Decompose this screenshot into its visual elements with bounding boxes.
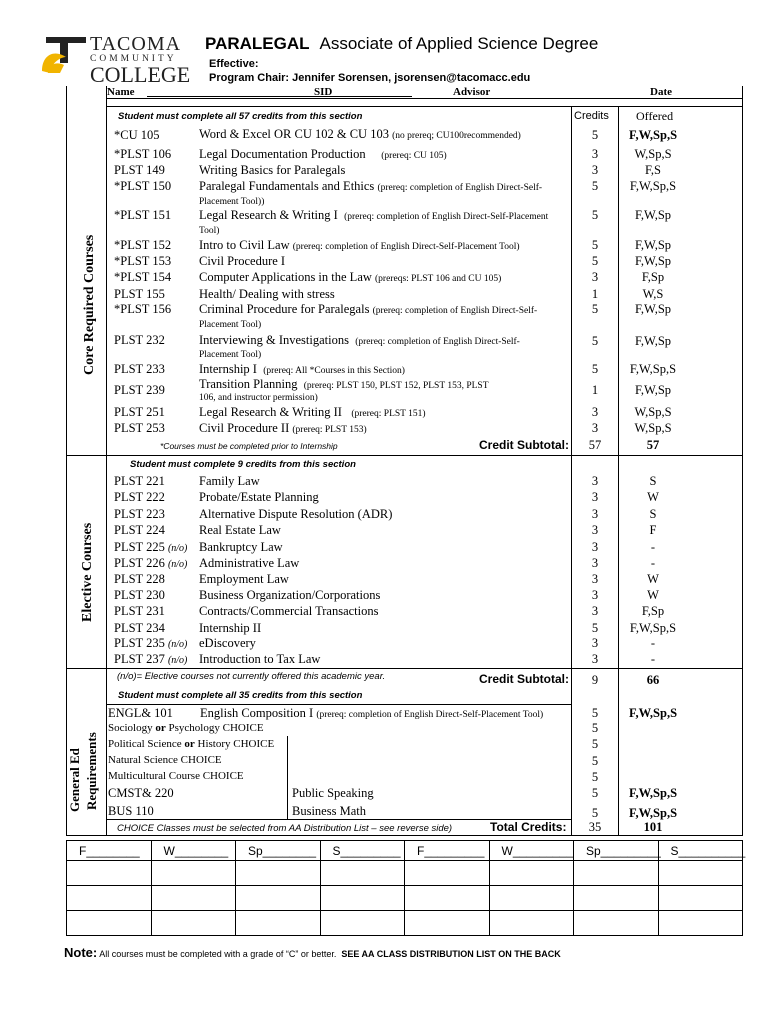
course-credits: 3 <box>591 572 599 586</box>
course-offered: - <box>650 636 656 650</box>
quarter-plan-cell[interactable] <box>320 885 406 911</box>
course-offered: F,S <box>644 163 662 177</box>
course-credits: 3 <box>591 652 599 666</box>
course-code: PLST 228 <box>114 572 165 586</box>
course-title: eDiscovery <box>199 636 256 650</box>
course-title: Criminal Procedure for Paralegals (prereq: completion of English Direct-Self- <box>199 302 538 316</box>
choice-row: Multicultural Course CHOICE <box>108 770 244 782</box>
course-offered: F,Sp <box>641 604 665 618</box>
course-offered: W <box>647 490 659 504</box>
course-code: PLST 237 (n/o) <box>114 652 188 666</box>
course-code: PLST 226 (n/o) <box>114 556 188 570</box>
course-title: Health/ Dealing with stress <box>199 287 335 301</box>
course-credits: 3 <box>591 523 599 537</box>
advisor-label: Advisor <box>453 86 491 98</box>
offered-header: Offered <box>636 109 674 123</box>
course-title: Alternative Dispute Resolution (ADR) <box>199 507 393 521</box>
course-title: Legal Research & Writing II (prereq: PLST 151) <box>199 405 426 419</box>
quarter-plan-cell[interactable] <box>489 910 575 936</box>
note-bold-text: SEE AA CLASS DISTRIBUTION LIST ON THE BACK <box>341 949 561 959</box>
note-text: All courses must be completed with a grade of “C” or better. <box>99 949 337 959</box>
course-code: *PLST 152 <box>114 238 172 252</box>
credits-header: Credits <box>574 110 609 122</box>
quarter-plan-cell[interactable] <box>66 910 152 936</box>
elective-section-label: Elective Courses <box>80 522 95 622</box>
core-subtotal-label: Credit Subtotal: <box>479 438 569 452</box>
quarter-plan-cell[interactable] <box>573 910 659 936</box>
quarter-label: Sp_________ <box>586 844 661 858</box>
program-info <box>209 57 530 85</box>
gened-section-label-2: Requirements <box>84 732 99 810</box>
course-code: *PLST 154 <box>114 270 172 284</box>
quarter-header-cell <box>489 840 575 861</box>
course-credits: 5 <box>591 128 599 142</box>
quarter-plan-cell[interactable] <box>235 885 321 911</box>
course-credits: 5 <box>591 362 599 376</box>
course-title: Civil Procedure II (prereq: PLST 153) <box>199 421 367 435</box>
course-credits: 3 <box>591 270 599 284</box>
course-title: Internship II <box>199 621 262 635</box>
course-credits: 3 <box>591 474 599 488</box>
course-credits: 5 <box>591 208 599 222</box>
core-section-label: Core Required Courses <box>82 234 97 375</box>
choice-row: Sociology or Psychology CHOICE <box>108 722 264 734</box>
course-title: Word & Excel OR CU 102 & CU 103 (no prereq; CU100recommended) <box>199 127 521 141</box>
gened-section-label-1: General Ed <box>67 748 82 812</box>
course-title: Legal Research & Writing I (prereq: completion of English Direct-Self-Placement <box>199 208 549 222</box>
course-credits: 5 <box>591 179 599 193</box>
date-label: Date <box>650 86 672 98</box>
elective-subtotal-label: Credit Subtotal: <box>479 672 569 686</box>
course-offered: W,Sp,S <box>634 405 672 419</box>
quarter-plan-cell[interactable] <box>235 910 321 936</box>
course-title: Internship I (prereq: All *Courses in this Section) <box>199 362 405 376</box>
course-code: PLST 230 <box>114 588 165 602</box>
course-code: ENGL& 101 <box>108 706 173 720</box>
course-credits: 3 <box>591 636 599 650</box>
course-title: Family Law <box>199 474 260 488</box>
gened-bottom-line <box>66 835 742 836</box>
core-intro: Student must complete all 57 credits from this section <box>118 111 363 122</box>
course-credits: 1 <box>591 383 599 397</box>
name-field[interactable] <box>147 96 412 97</box>
course-code: PLST 155 <box>114 287 165 301</box>
course-offered: F,W,Sp <box>634 383 672 397</box>
course-title: Civil Procedure I <box>199 254 286 268</box>
page-title <box>205 34 598 54</box>
course-note-cont: Tool) <box>199 226 220 236</box>
quarter-header-cell <box>66 840 152 861</box>
course-offered: F,W,Sp,S <box>628 706 678 720</box>
elective-subtotal-credits: 9 <box>591 673 599 687</box>
course-code: BUS 110 <box>108 804 154 818</box>
course-credits: 5 <box>591 302 599 316</box>
course-code: PLST 221 <box>114 474 165 488</box>
course-credits: 1 <box>591 287 599 301</box>
course-code: PLST 234 <box>114 621 165 635</box>
quarter-plan-cell[interactable] <box>404 885 490 911</box>
course-title: Business Organization/Corporations <box>199 588 381 602</box>
quarter-plan-cell[interactable] <box>235 860 321 886</box>
course-offered: F,W,Sp,S <box>628 128 678 142</box>
course-title: Public Speaking <box>292 786 374 800</box>
course-credits: 5 <box>591 254 599 268</box>
course-offered: W,Sp,S <box>634 421 672 435</box>
frame-inner-left <box>106 86 107 836</box>
gened-divider <box>287 736 288 819</box>
course-credits: 5 <box>591 621 599 635</box>
course-credits: 3 <box>591 490 599 504</box>
quarter-header-cell <box>235 840 321 861</box>
core-top-line <box>106 106 742 107</box>
logo-line-1: TACOMA <box>90 33 182 55</box>
course-title: Probate/Estate Planning <box>199 490 319 504</box>
course-credits: 5 <box>591 706 599 720</box>
quarter-header-cell <box>151 840 237 861</box>
course-title: Transition Planning (prereq: PLST 150, PLST 152, PLST 153, PLST <box>199 377 489 391</box>
quarter-header-cell <box>658 840 744 861</box>
elective-subtotal-offered: 66 <box>646 673 660 687</box>
course-credits: 3 <box>591 588 599 602</box>
course-credits: 5 <box>591 334 599 348</box>
quarter-plan-cell[interactable] <box>320 860 406 886</box>
course-offered: F,W,Sp <box>634 208 672 222</box>
course-offered: W <box>647 572 659 586</box>
quarter-plan-cell[interactable] <box>658 860 744 886</box>
course-code: *CU 105 <box>114 128 160 142</box>
course-offered: W <box>647 588 659 602</box>
frame-left <box>66 86 67 836</box>
course-offered: F,Sp <box>641 270 665 284</box>
logo-line-3: COLLEGE <box>90 61 191 87</box>
course-note-cont: Placement Tool) <box>199 350 262 360</box>
frame-right <box>742 86 743 836</box>
quarter-plan-cell[interactable] <box>66 860 152 886</box>
total-offered-value: 101 <box>643 820 663 834</box>
course-title: Computer Applications in the Law (prereqs: PLST 106 and CU 105) <box>199 270 502 284</box>
course-code: PLST 232 <box>114 333 165 347</box>
effective-label: Effective: <box>209 58 259 70</box>
course-credits: 3 <box>591 421 599 435</box>
course-code: PLST 223 <box>114 507 165 521</box>
quarter-label: S_________ <box>332 844 401 858</box>
quarter-label: F________ <box>79 844 140 858</box>
course-offered: - <box>650 540 656 554</box>
course-title: Introduction to Tax Law <box>199 652 321 666</box>
footer-note <box>64 945 561 960</box>
course-offered: F,W,Sp <box>634 254 672 268</box>
course-title: Intro to Civil Law (prereq: completion of English Direct-Self-Placement Tool) <box>199 238 520 252</box>
course-credits: 3 <box>591 556 599 570</box>
quarter-label: W_________ <box>501 844 573 858</box>
degree-name: Associate of Applied Science Degree <box>319 34 599 53</box>
gened-footer-note: CHOICE Classes must be selected from AA Distribution List – see reverse side) <box>117 823 453 834</box>
quarter-plan-cell[interactable] <box>151 910 237 936</box>
course-offered: F <box>649 523 657 537</box>
choice-row: Natural Science CHOICE <box>108 754 222 766</box>
course-credits: 5 <box>591 806 599 820</box>
quarter-plan-cell[interactable] <box>404 860 490 886</box>
course-credits: 5 <box>591 770 599 784</box>
course-title: Employment Law <box>199 572 289 586</box>
credits-col-left <box>571 106 572 835</box>
note-label: Note: <box>64 945 98 960</box>
course-title: Legal Documentation Production (prereq: CU 105) <box>199 147 447 161</box>
course-credits: 3 <box>591 147 599 161</box>
name-label: Name <box>107 86 135 98</box>
quarter-plan-cell[interactable] <box>489 885 575 911</box>
total-credits-value: 35 <box>588 820 602 834</box>
quarter-plan-cell[interactable] <box>320 910 406 936</box>
course-offered: - <box>650 652 656 666</box>
quarter-plan-cell[interactable] <box>573 860 659 886</box>
course-offered: F,W,Sp,S <box>629 621 677 635</box>
course-offered: F,W,Sp,S <box>628 806 678 820</box>
course-title: Business Math <box>292 804 366 818</box>
sid-label: SID <box>314 86 333 98</box>
core-bottom-line <box>66 455 742 456</box>
course-offered: W,S <box>642 287 664 301</box>
course-title: Real Estate Law <box>199 523 281 537</box>
course-offered: F,W,Sp <box>634 238 672 252</box>
course-offered: W,Sp,S <box>634 147 672 161</box>
quarter-plan-cell[interactable] <box>658 885 744 911</box>
course-code: *PLST 151 <box>114 208 172 222</box>
course-credits: 3 <box>591 405 599 419</box>
elective-footer-note: (n/o)= Elective courses not currently offered this academic year. <box>117 671 386 682</box>
course-offered: F,W,Sp,S <box>628 786 678 800</box>
course-title: Interviewing & Investigations (prereq: completion of English Direct-Self- <box>199 333 520 347</box>
core-subtotal-credits: 57 <box>588 438 602 452</box>
course-code: PLST 149 <box>114 163 165 177</box>
quarter-label: Sp________ <box>248 844 317 858</box>
quarter-header-cell <box>320 840 406 861</box>
gened-inner-top <box>106 704 571 705</box>
course-code: *PLST 150 <box>114 179 172 193</box>
course-note-cont: Placement Tool) <box>199 320 262 330</box>
course-code: *PLST 156 <box>114 302 172 316</box>
course-code: PLST 253 <box>114 421 165 435</box>
course-title: English Composition I (prereq: completion of English Direct-Self-Placement Tool) <box>200 706 544 720</box>
core-footer-note: *Courses must be completed prior to Internship <box>160 441 338 451</box>
course-credits: 5 <box>591 786 599 800</box>
college-logo-mark <box>38 37 88 77</box>
course-credits: 5 <box>591 754 599 768</box>
course-code: *PLST 106 <box>114 147 172 161</box>
total-credits-label: Total Credits: <box>490 820 567 834</box>
course-title: Contracts/Commercial Transactions <box>199 604 379 618</box>
course-code: PLST 233 <box>114 362 165 376</box>
course-credits: 5 <box>591 737 599 751</box>
course-offered: S <box>649 507 657 521</box>
quarter-plan-cell[interactable] <box>66 885 152 911</box>
college-logo-text <box>90 34 190 86</box>
course-code: PLST 224 <box>114 523 165 537</box>
course-code: PLST 251 <box>114 405 165 419</box>
course-credits: 5 <box>591 721 599 735</box>
student-info-bar <box>107 86 742 99</box>
course-code: PLST 231 <box>114 604 165 618</box>
course-code: *PLST 153 <box>114 254 172 268</box>
course-credits: 3 <box>591 604 599 618</box>
course-credits: 3 <box>591 540 599 554</box>
course-credits: 3 <box>591 507 599 521</box>
elective-intro: Student must complete 9 credits from this section <box>130 459 356 470</box>
course-title: Administrative Law <box>199 556 300 570</box>
course-offered: - <box>650 556 656 570</box>
quarter-header-cell <box>404 840 490 861</box>
quarter-header-cell <box>573 840 659 861</box>
quarter-label: S__________ <box>670 844 746 858</box>
quarter-plan-cell[interactable] <box>151 860 237 886</box>
gened-intro: Student must complete all 35 credits from this section <box>118 690 363 701</box>
program-name: PARALEGAL <box>205 34 310 53</box>
quarter-label: F_________ <box>417 844 485 858</box>
quarter-plan-cell[interactable] <box>151 885 237 911</box>
course-offered: F,W,Sp <box>634 334 672 348</box>
course-offered: F,W,Sp <box>634 302 672 316</box>
core-subtotal-offered: 57 <box>646 438 660 452</box>
course-title: Paralegal Fundamentals and Ethics (prereq: completion of English Direct-Self- <box>199 179 543 193</box>
quarter-label: W________ <box>163 844 229 858</box>
course-code: PLST 222 <box>114 490 165 504</box>
course-code: PLST 239 <box>114 383 165 397</box>
program-chair: Program Chair: Jennifer Sorensen, jsorensen@tacomacc.edu <box>209 72 531 84</box>
course-offered: F,W,Sp,S <box>629 179 677 193</box>
course-credits: 5 <box>591 238 599 252</box>
choice-row: Political Science or History CHOICE <box>108 738 275 750</box>
quarter-plan-cell[interactable] <box>404 910 490 936</box>
course-note-cont: Placement Tool)) <box>199 197 265 207</box>
course-note-cont: 106, and instructor permission) <box>199 393 318 403</box>
quarter-plan-cell[interactable] <box>489 860 575 886</box>
course-title: Writing Basics for Paralegals <box>199 163 346 177</box>
course-code: PLST 235 (n/o) <box>114 636 188 650</box>
logo-line-2: COMMUNITY <box>90 54 177 64</box>
quarter-plan-cell[interactable] <box>658 910 744 936</box>
course-code: CMST& 220 <box>108 786 174 800</box>
course-title: Bankruptcy Law <box>199 540 283 554</box>
elective-bottom-line <box>66 668 742 669</box>
course-code: PLST 225 (n/o) <box>114 540 188 554</box>
course-credits: 3 <box>591 163 599 177</box>
course-offered: S <box>649 474 657 488</box>
quarter-plan-cell[interactable] <box>573 885 659 911</box>
course-offered: F,W,Sp,S <box>629 362 677 376</box>
